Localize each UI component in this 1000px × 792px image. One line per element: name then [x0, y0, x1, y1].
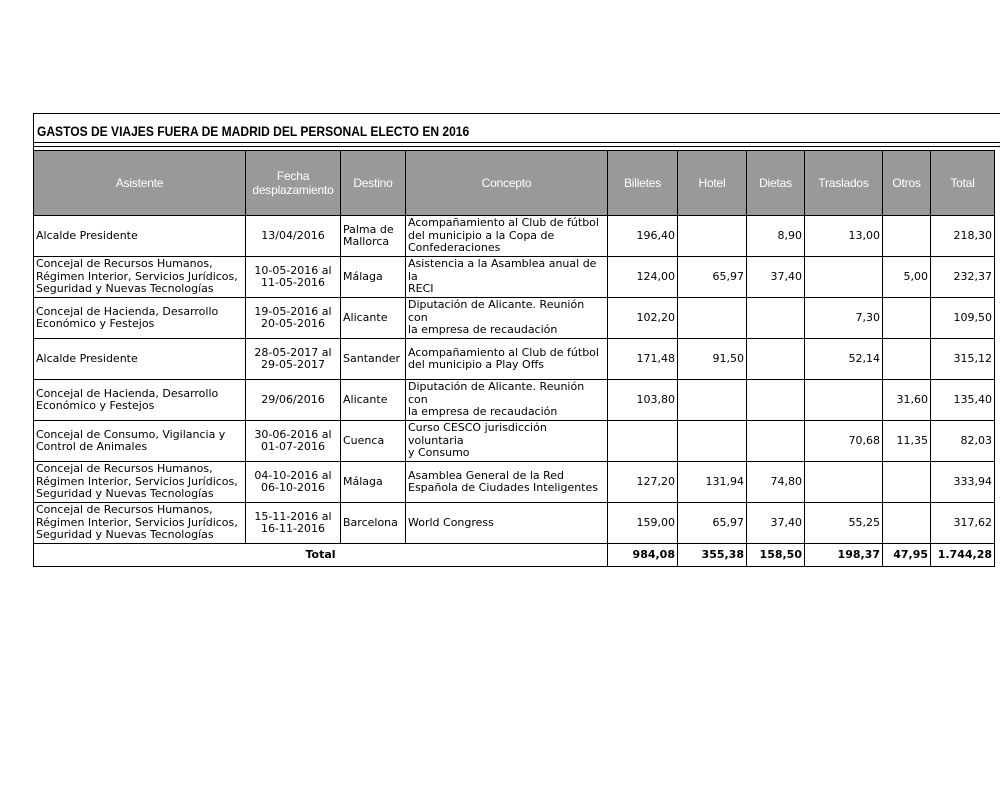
- table-row: [34, 462, 995, 503]
- cell-asistente: Concejal de Recursos Humanos, Régimen Interior, Servicios Jurídicos, Seguridad y Nuevas Tecnologías: [34, 503, 246, 544]
- totals-label: Total: [34, 544, 608, 567]
- col-header-billetes: Billetes: [608, 151, 678, 216]
- cell-fecha: 30-06-2016 al 01-07-2016: [246, 421, 341, 462]
- col-header-traslados: Traslados: [805, 151, 883, 216]
- sheet-title: GASTOS DE VIAJES FUERA DE MADRID DEL PERSONAL ELECTO EN 2016: [37, 123, 470, 139]
- cell-total: 82,03: [931, 421, 995, 462]
- cell-asistente: Concejal de Hacienda, Desarrollo Económico y Festejos: [34, 380, 246, 421]
- cell-otros: 11,35: [883, 421, 931, 462]
- cell-billetes: [608, 421, 678, 462]
- cell-fecha: 10-05-2016 al 11-05-2016: [246, 257, 341, 298]
- cell-concepto: Asistencia a la Asamblea anual de la RECI: [406, 257, 608, 298]
- cell-billetes: 127,20: [608, 462, 678, 503]
- cell-total: 218,30: [931, 216, 995, 257]
- cell-total: 109,50: [931, 298, 995, 339]
- cell-billetes: 171,48: [608, 339, 678, 380]
- cell-destino: Málaga: [341, 257, 406, 298]
- cell-asistente: Concejal de Recursos Humanos, Régimen Interior, Servicios Jurídicos, Seguridad y Nuevas Tecnologías: [34, 257, 246, 298]
- cell-total: 315,12: [931, 339, 995, 380]
- cell-asistente: Alcalde Presidente: [34, 339, 246, 380]
- cell-dietas: 74,80: [747, 462, 805, 503]
- cell-traslados: [805, 380, 883, 421]
- cell-billetes: 102,20: [608, 298, 678, 339]
- cell-otros: 31,60: [883, 380, 931, 421]
- cell-traslados: 70,68: [805, 421, 883, 462]
- table-row: [34, 216, 995, 257]
- cell-traslados: 52,14: [805, 339, 883, 380]
- cell-billetes: 124,00: [608, 257, 678, 298]
- col-header-destino: Destino: [341, 151, 406, 216]
- total-dietas: 158,50: [747, 544, 805, 567]
- cell-destino: Alicante: [341, 298, 406, 339]
- totals-row: [34, 544, 995, 567]
- col-header-hotel: Hotel: [678, 151, 747, 216]
- table-row: [34, 257, 995, 298]
- cell-hotel: 91,50: [678, 339, 747, 380]
- cell-total: 232,37: [931, 257, 995, 298]
- cell-otros: [883, 503, 931, 544]
- cell-dietas: [747, 339, 805, 380]
- cell-hotel: 131,94: [678, 462, 747, 503]
- cell-otros: [883, 462, 931, 503]
- col-header-total: Total: [931, 151, 995, 216]
- cell-hotel: [678, 216, 747, 257]
- cell-fecha: 04-10-2016 al 06-10-2016: [246, 462, 341, 503]
- cell-billetes: 103,80: [608, 380, 678, 421]
- cell-destino: Alicante: [341, 380, 406, 421]
- total-hotel: 355,38: [678, 544, 747, 567]
- total-traslados: 198,37: [805, 544, 883, 567]
- col-header-asistente: Asistente: [34, 151, 246, 216]
- cell-dietas: [747, 380, 805, 421]
- table-row: [34, 380, 995, 421]
- cell-destino: Cuenca: [341, 421, 406, 462]
- title-bar: [33, 113, 1000, 142]
- cell-fecha: 19-05-2016 al 20-05-2016: [246, 298, 341, 339]
- cell-destino: Barcelona: [341, 503, 406, 544]
- table-row: [34, 339, 995, 380]
- total-billetes: 984,08: [608, 544, 678, 567]
- cell-concepto: Asamblea General de la Red Española de Ciudades Inteligentes: [406, 462, 608, 503]
- cell-destino: Málaga: [341, 462, 406, 503]
- cell-total: 333,94: [931, 462, 995, 503]
- cell-hotel: 65,97: [678, 503, 747, 544]
- cell-traslados: 55,25: [805, 503, 883, 544]
- cell-total: 135,40: [931, 380, 995, 421]
- cell-dietas: 37,40: [747, 503, 805, 544]
- cell-billetes: 196,40: [608, 216, 678, 257]
- table-row: [34, 298, 995, 339]
- col-header-concepto: Concepto: [406, 151, 608, 216]
- cell-asistente: Concejal de Hacienda, Desarrollo Económico y Festejos: [34, 298, 246, 339]
- header-row: [34, 151, 995, 216]
- cell-concepto: Acompañamiento al Club de fútbol del municipio a Play Offs: [406, 339, 608, 380]
- cell-total: 317,62: [931, 503, 995, 544]
- cell-asistente: Concejal de Consumo, Vigilancia y Control de Animales: [34, 421, 246, 462]
- col-header-dietas: Dietas: [747, 151, 805, 216]
- table-row: [34, 421, 995, 462]
- cell-otros: 5,00: [883, 257, 931, 298]
- cell-fecha: 28-05-2017 al 29-05-2017: [246, 339, 341, 380]
- cell-traslados: 7,30: [805, 298, 883, 339]
- cell-traslados: [805, 462, 883, 503]
- cell-destino: Palma de Mallorca: [341, 216, 406, 257]
- cell-otros: [883, 339, 931, 380]
- cell-asistente: Alcalde Presidente: [34, 216, 246, 257]
- cell-traslados: 13,00: [805, 216, 883, 257]
- cell-dietas: [747, 421, 805, 462]
- cell-otros: [883, 216, 931, 257]
- cell-concepto: Curso CESCO jurisdicción voluntaria y Consumo: [406, 421, 608, 462]
- table-row: [34, 503, 995, 544]
- total-otros: 47,95: [883, 544, 931, 567]
- col-header-otros: Otros: [883, 151, 931, 216]
- expenses-table: [33, 150, 995, 567]
- cell-hotel: 65,97: [678, 257, 747, 298]
- cell-dietas: 8,90: [747, 216, 805, 257]
- cell-fecha: 13/04/2016: [246, 216, 341, 257]
- cell-concepto: Diputación de Alicante. Reunión con la empresa de recaudación: [406, 298, 608, 339]
- cell-destino: Santander: [341, 339, 406, 380]
- cell-hotel: [678, 421, 747, 462]
- cell-dietas: [747, 298, 805, 339]
- col-header-fecha: Fecha desplazamiento: [246, 151, 341, 216]
- cell-concepto: Acompañamiento al Club de fútbol del municipio a la Copa de Confederaciones: [406, 216, 608, 257]
- spreadsheet-sheet: [33, 113, 1000, 567]
- cell-dietas: 37,40: [747, 257, 805, 298]
- cell-hotel: [678, 380, 747, 421]
- cell-concepto: World Congress: [406, 503, 608, 544]
- cell-traslados: [805, 257, 883, 298]
- cell-asistente: Concejal de Recursos Humanos, Régimen Interior, Servicios Jurídicos, Seguridad y Nuevas Tecnologías: [34, 462, 246, 503]
- cell-otros: [883, 298, 931, 339]
- cell-fecha: 29/06/2016: [246, 380, 341, 421]
- total-total: 1.744,28: [931, 544, 995, 567]
- cell-fecha: 15-11-2016 al 16-11-2016: [246, 503, 341, 544]
- cell-hotel: [678, 298, 747, 339]
- cell-billetes: 159,00: [608, 503, 678, 544]
- cell-concepto: Diputación de Alicante. Reunión con la empresa de recaudación: [406, 380, 608, 421]
